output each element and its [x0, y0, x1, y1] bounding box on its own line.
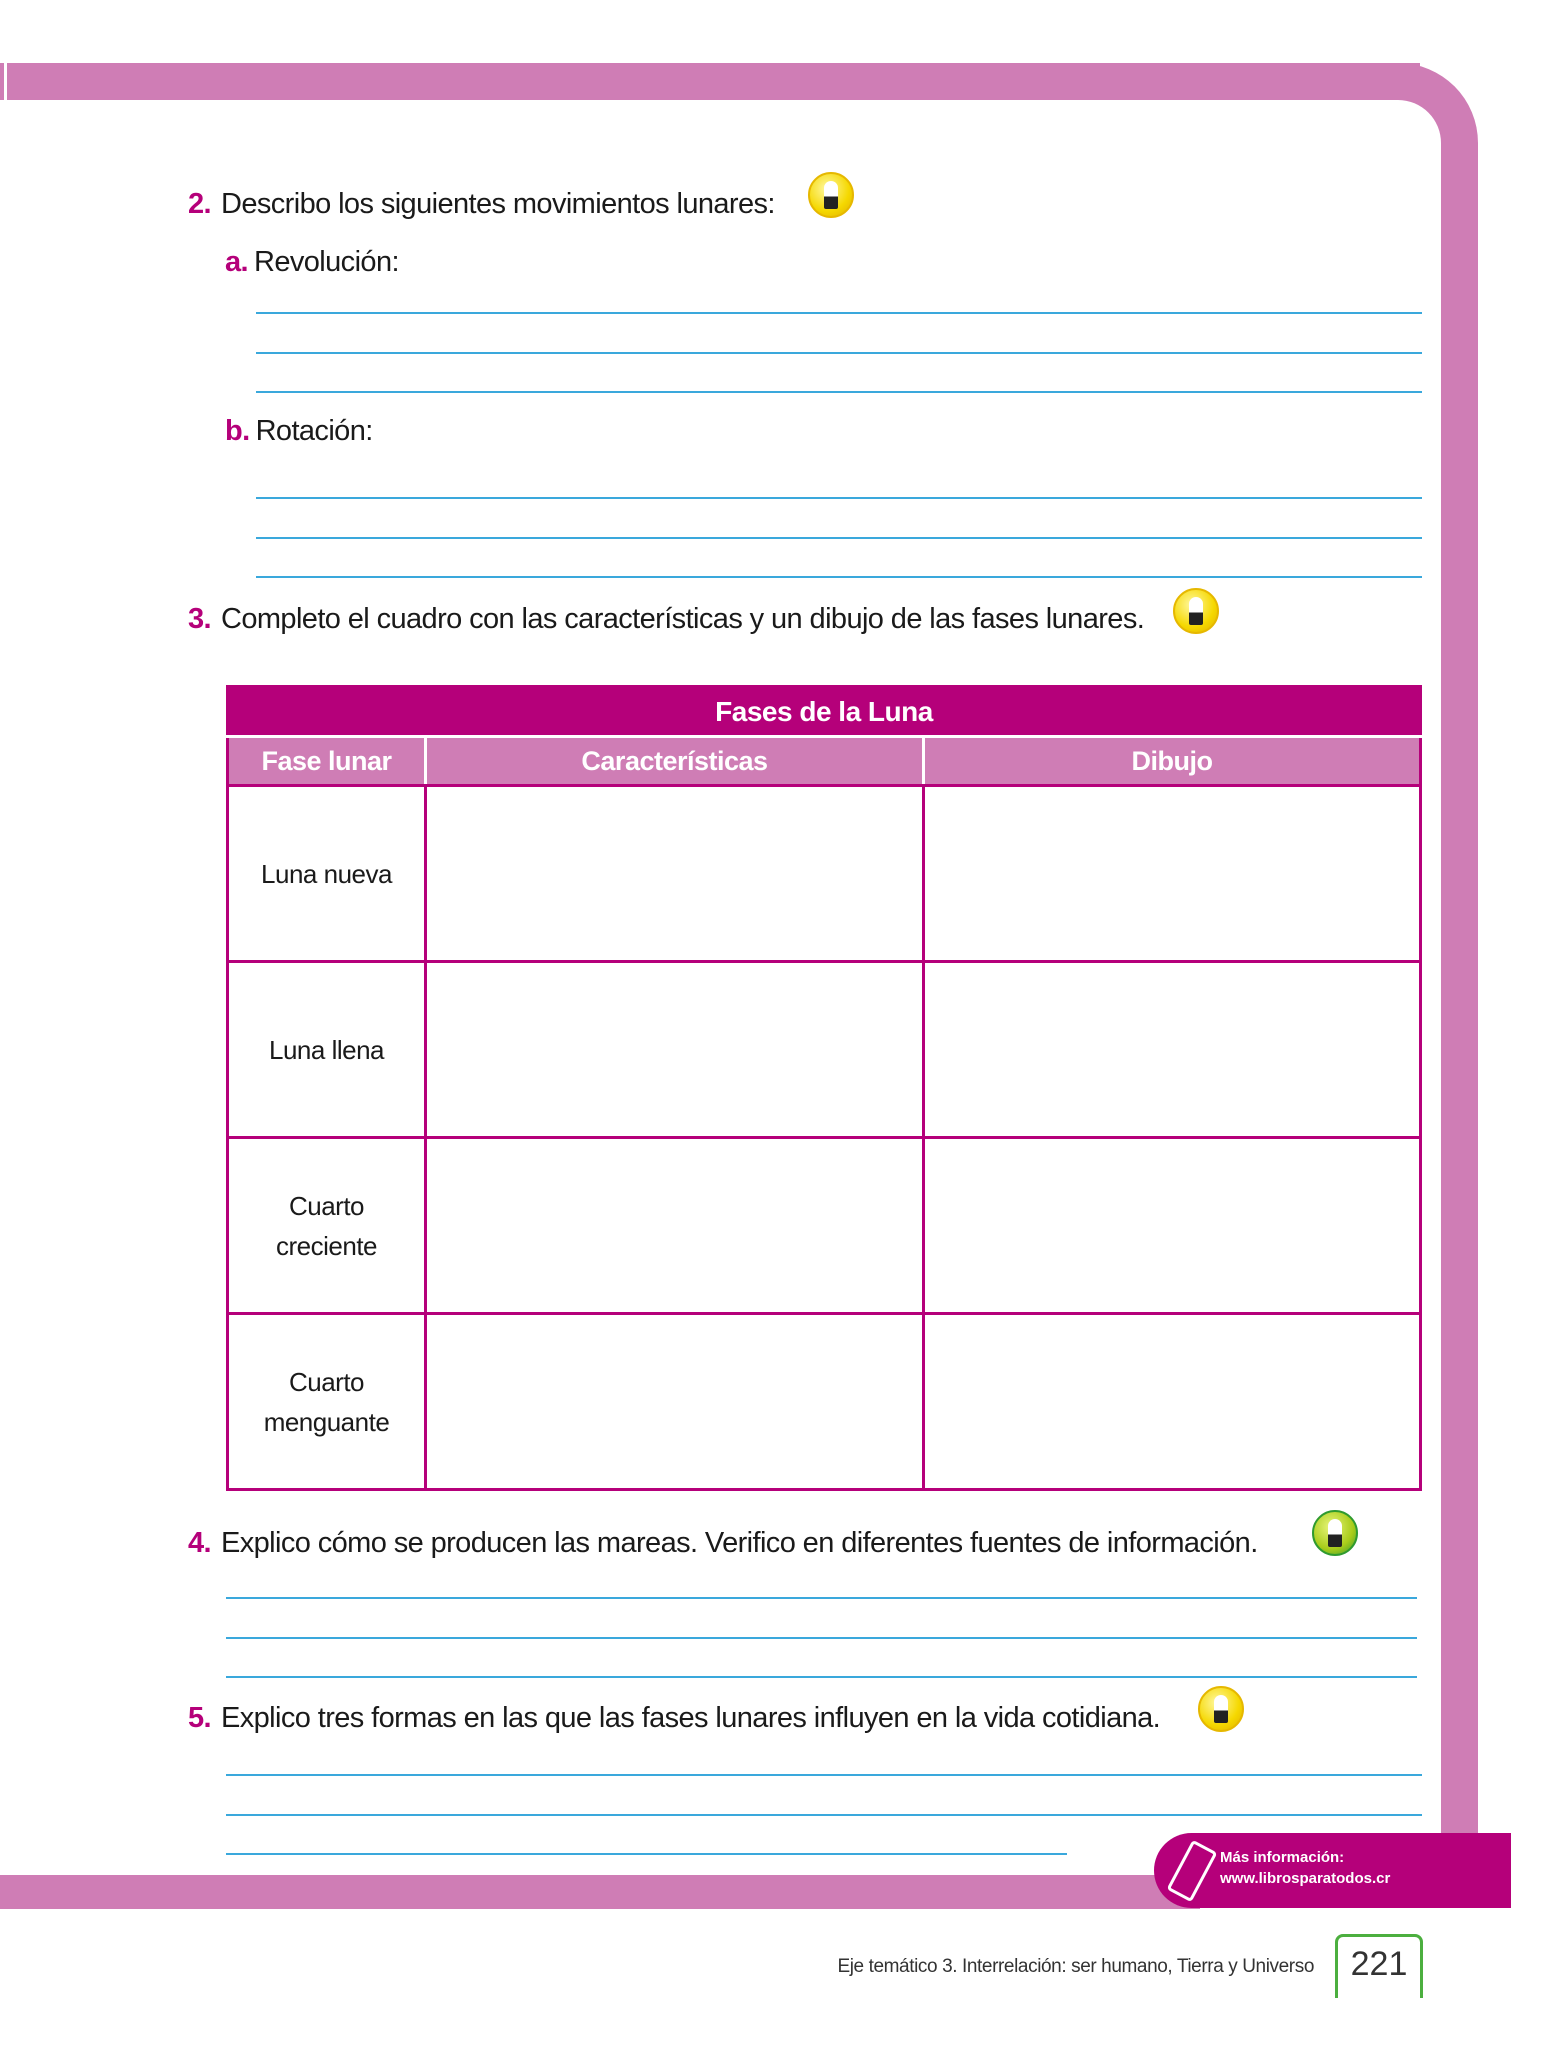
lightbulb-icon	[808, 172, 854, 218]
answer-line[interactable]	[256, 312, 1422, 314]
question-number: 5.	[188, 1702, 211, 1734]
question-text: Describo los siguientes movimientos lunares:	[221, 188, 775, 220]
page-number: 221	[1335, 1934, 1423, 1998]
question-number: 3.	[188, 603, 211, 635]
footer-text: Eje temático 3. Interrelación: ser humano, Tierra y Universo	[837, 1956, 1314, 1977]
answer-line[interactable]	[256, 576, 1422, 578]
sub-label: b.	[225, 415, 250, 447]
question-text: Explico cómo se producen las mareas. Verifico en diferentes fuentes de información.	[221, 1527, 1258, 1559]
drawing-cell[interactable]	[924, 1314, 1421, 1490]
lightbulb-icon	[1198, 1686, 1244, 1732]
info-url[interactable]: www.librosparatodos.cr	[1220, 1870, 1391, 1887]
phase-cell: Cuarto menguante	[228, 1314, 426, 1490]
lightbulb-icon	[1173, 588, 1219, 634]
question-text: Explico tres formas en las que las fases lunares influyen en la vida cotidiana.	[221, 1702, 1161, 1734]
question-number: 2.	[188, 188, 211, 220]
question-2a	[225, 246, 399, 279]
answer-line[interactable]	[226, 1814, 1422, 1816]
drawing-cell[interactable]	[924, 962, 1421, 1138]
answer-line[interactable]	[226, 1853, 1067, 1855]
answer-line[interactable]	[226, 1597, 1417, 1599]
phase-cell: Cuarto creciente	[228, 1138, 426, 1314]
pencil-icon	[1166, 1840, 1217, 1903]
answer-line[interactable]	[226, 1774, 1422, 1776]
characteristics-cell[interactable]	[426, 1138, 924, 1314]
question-2	[188, 188, 775, 221]
question-4	[188, 1527, 1258, 1560]
column-header: Características	[426, 737, 924, 786]
table-title: Fases de la Luna	[228, 687, 1421, 737]
column-header: Fase lunar	[228, 737, 426, 786]
frame-notch	[4, 63, 7, 100]
column-header: Dibujo	[924, 737, 1421, 786]
characteristics-cell[interactable]	[426, 1314, 924, 1490]
sub-text: Revolución:	[254, 246, 399, 278]
table-row	[228, 962, 1421, 1138]
answer-line[interactable]	[256, 391, 1422, 393]
question-number: 4.	[188, 1527, 211, 1559]
answer-line[interactable]	[226, 1676, 1417, 1678]
lightbulb-icon	[1312, 1510, 1358, 1556]
page-frame-top	[0, 63, 1420, 100]
answer-line[interactable]	[256, 352, 1422, 354]
moon-phases-table	[226, 685, 1422, 1491]
table-row	[228, 1138, 1421, 1314]
drawing-cell[interactable]	[924, 1138, 1421, 1314]
question-text: Completo el cuadro con las características y un dibujo de las fases lunares.	[221, 603, 1145, 635]
answer-line[interactable]	[256, 497, 1422, 499]
page-frame-bottom	[0, 1875, 1200, 1909]
phase-cell: Luna nueva	[228, 786, 426, 962]
page-frame-corner	[1360, 63, 1478, 193]
phase-cell: Luna llena	[228, 962, 426, 1138]
table-row	[228, 1314, 1421, 1490]
characteristics-cell[interactable]	[426, 786, 924, 962]
info-label: Más información:	[1220, 1849, 1345, 1866]
drawing-cell[interactable]	[924, 786, 1421, 962]
sub-text: Rotación:	[255, 415, 373, 447]
question-3	[188, 603, 1144, 636]
more-info-badge	[1154, 1833, 1511, 1908]
table-row	[228, 786, 1421, 962]
sub-label: a.	[225, 246, 248, 278]
question-5	[188, 1702, 1160, 1735]
page-frame-right	[1441, 180, 1478, 1860]
answer-line[interactable]	[226, 1637, 1417, 1639]
question-2b	[225, 415, 373, 448]
answer-line[interactable]	[256, 537, 1422, 539]
characteristics-cell[interactable]	[426, 962, 924, 1138]
